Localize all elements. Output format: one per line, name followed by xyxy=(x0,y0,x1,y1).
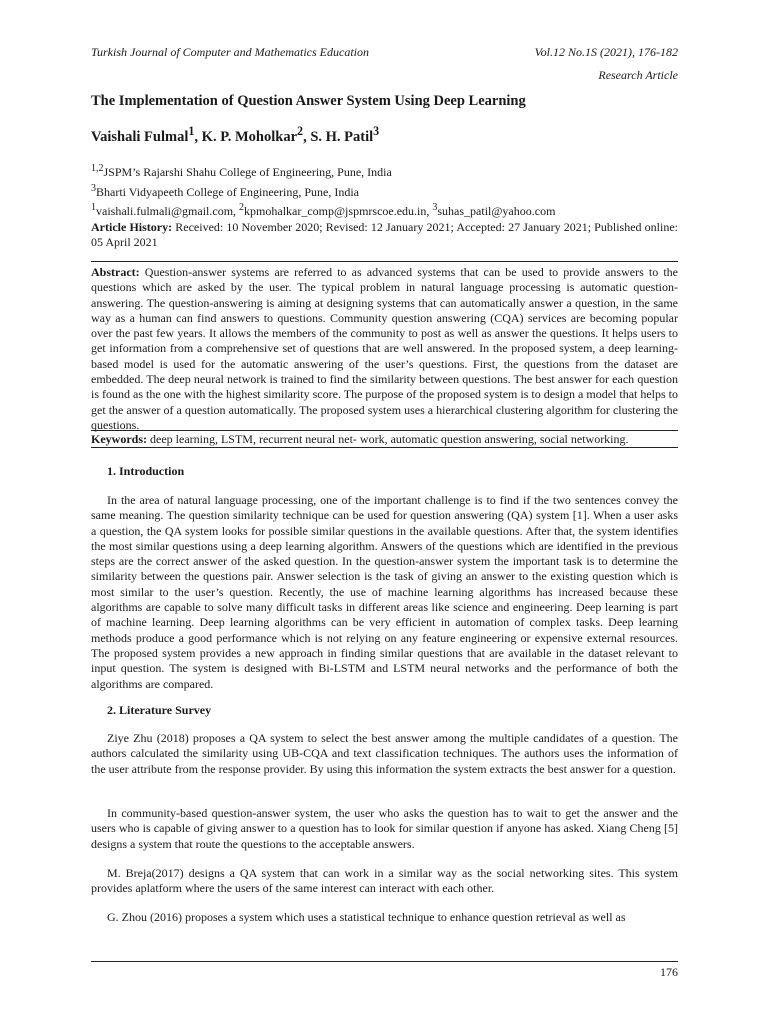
history-text: Received: 10 November 2020; Revised: 12 January 2021; Accepted: 27 January 2021; Published online: 05 April 2021 xyxy=(91,220,678,249)
email-text: vaishali.fulmali@gmail.com, xyxy=(96,204,240,218)
paper-title: The Implementation of Question Answer System Using Deep Learning xyxy=(91,93,526,109)
abstract-label: Abstract: xyxy=(91,265,140,279)
affiliation-superscript: 1,2 xyxy=(91,163,104,174)
author-name: K. P. Moholkar xyxy=(201,128,298,145)
paragraph: Ziye Zhu (2018) proposes a QA system to select the best answer among the multiple candidates of a question. The authors calculated the similarity using UB-CQA and text classification techniques. The authors uses the information of the user attribute from the response provider. By using this information the system extracts the best answer for a question. xyxy=(91,731,678,776)
author-superscript: 2 xyxy=(297,124,304,138)
section-heading-introduction: 1. Introduction xyxy=(107,464,185,478)
paragraph: In community-based question-answer system, the user who asks the question has to wait to get the answer and the users who is capable of giving answer to a question has to look for similar question if anyone has asked. Xiang Cheng [5] designs a system that route the questions to the acceptable answers. xyxy=(91,806,678,851)
affiliation-text: JSPM’s Rajarshi Shahu College of Engineering, Pune, India xyxy=(103,165,392,179)
author-list xyxy=(91,124,379,145)
abstract xyxy=(91,265,678,433)
author-separator: , xyxy=(194,128,202,145)
email-line xyxy=(91,200,691,220)
author-superscript: 3 xyxy=(373,124,380,138)
paragraph: M. Breja(2017) designs a QA system that can work in a similar way as the social networking sites. This system provides aplatform where the users of the same interest can interact with each other. xyxy=(91,866,678,896)
email-superscript: 3 xyxy=(432,202,438,213)
volume-info: Vol.12 No.1S (2021), 176-182 xyxy=(534,45,678,59)
history-label: Article History: xyxy=(91,220,173,234)
divider xyxy=(91,430,678,431)
email-superscript: 1 xyxy=(91,202,96,213)
email-superscript: 2 xyxy=(239,202,245,213)
author-name: S. H. Patil xyxy=(310,128,374,145)
author-name: Vaishali Fulmal xyxy=(91,128,189,145)
abstract-text: Question-answer systems are referred to as advanced systems that can be used to provide answers to the questions which are asked by the user. The typical problem in natural language processing is automatic question-answering. The question-answering is aiming at designing systems that can automatically answer a question, in the same way as a human can find answers to questions. Community question answering (CQA) services are becoming popular over the past few years. It allows the members of the community to post as well as answer the questions. It helps users to get information from a comprehensive set of questions that are well answered. In the proposed system, a deep learning-based model is used for the automatic answering of the user’s questions. First, the questions from the dataset are embedded. The deep neural network is trained to find the similarity between questions. The best answer for each question is found as the one with the highest similarity score. The purpose of the proposed system is to design a model that helps to get the answer of a question automatically. The proposed system uses a hierarchical clustering algorithm for clustering the questions. xyxy=(91,265,679,432)
divider xyxy=(91,447,678,448)
author-superscript: 1 xyxy=(188,124,195,138)
article-type: Research Article xyxy=(598,68,678,82)
affiliation-text: Bharti Vidyapeeth College of Engineering, Pune, India xyxy=(96,184,359,199)
page-number: 176 xyxy=(660,965,678,979)
footer-divider xyxy=(91,961,678,962)
paragraph: G. Zhou (2016) proposes a system which uses a statistical technique to enhance question retrieval as well as xyxy=(107,910,626,924)
affiliation-superscript: 3 xyxy=(91,182,96,194)
journal-name: Turkish Journal of Computer and Mathematics Education xyxy=(91,45,369,59)
affiliation-line xyxy=(91,181,691,201)
keywords xyxy=(91,432,691,447)
affiliations xyxy=(91,161,691,220)
paragraph: In the area of natural language processing, one of the important challenge is to find if the two sentences convey the same meaning. The question similarity technique can be used for question answering (QA) system [1]. When a user asks a question, the QA system looks for possible similar questions in the available questions. After that, the system identifies the most similar questions using a deep learning algorithm. Answers of the questions which are identified in the previous steps are the correct answer of the asked question. In the question-answer system the important task is to determine the similarity between the questions pair. Answer selection is the task of giving an answer to the existing question which is most similar to the user’s question. Recently, the use of machine learning algorithms has increased because these algorithms are capable to solve many difficult tasks in different areas like science and engineering. Deep learning is part of machine learning. Deep learning algorithms can be very efficient in automation of complex tasks. Deep learning methods produce a good performance which is not relying on any feature engineering or expensive external resources. The proposed system provides a new approach in finding similar questions that are available in the dataset relevant to input question. The system is designed with Bi-LSTM and LSTM neural networks and the performance of both the algorithms are compared. xyxy=(91,493,678,691)
article-history xyxy=(91,220,678,250)
divider xyxy=(91,261,678,262)
section-heading-literature-survey: 2. Literature Survey xyxy=(107,703,212,717)
author-separator: , xyxy=(303,128,311,145)
affiliation-line xyxy=(91,161,691,181)
email-text: suhas_patil@yahoo.com xyxy=(437,204,556,218)
email-text: kpmohalkar_comp@jspmrscoe.edu.in, xyxy=(244,204,433,218)
keywords-text: deep learning, LSTM, recurrent neural net- work, automatic question answering, social networking. xyxy=(147,432,629,446)
keywords-label: Keywords: xyxy=(91,432,147,446)
